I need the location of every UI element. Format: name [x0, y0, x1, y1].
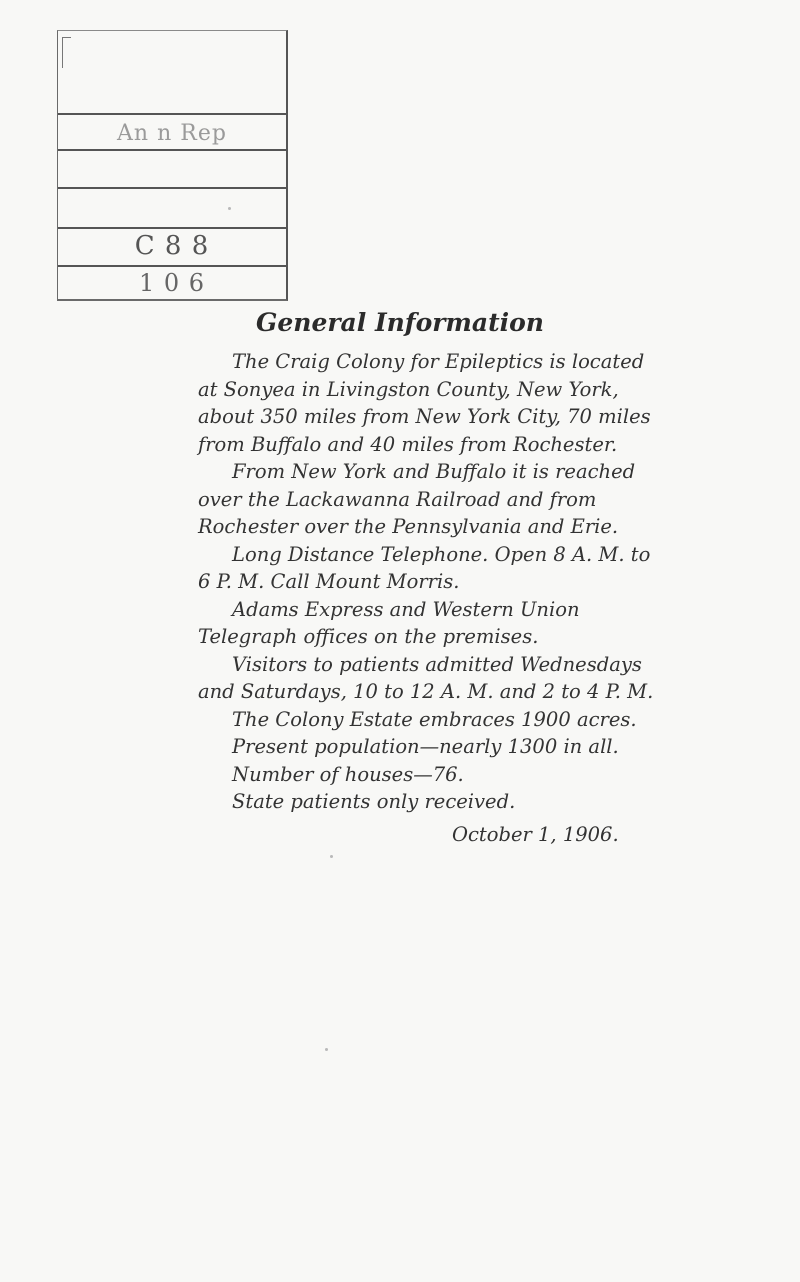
label-rule: [58, 187, 286, 189]
paper-speck: [325, 1048, 328, 1051]
document-date: October 1, 1906.: [452, 823, 619, 846]
paper-speck: [228, 207, 231, 210]
paragraph-express: Adams Express and Western Union Telegraph offices on the premises.: [198, 597, 580, 648]
paragraph-houses: Number of houses—76.: [232, 762, 464, 786]
paragraph-telephone: Long Distance Telephone. Open 8 A. M. to 6 P. M. Call Mount Morris.: [198, 542, 651, 593]
paragraph-visitors: Visitors to patients admitted Wednesdays and Saturdays, 10 to 12 A. M. and 2 to 4 P. M.: [198, 652, 654, 703]
paragraph-population: Present population—nearly 1300 in all.: [232, 735, 619, 758]
paragraph-estate: The Colony Estate embraces 1900 acres.: [232, 707, 637, 731]
label-corner-mark: [62, 37, 71, 68]
paper-speck: [330, 855, 333, 858]
library-call-number-label: [57, 30, 288, 301]
paragraph-railroad: From New York and Buffalo it is reached over the Lackawanna Railroad and from Rochester over the Pennsylvania and Erie.: [198, 460, 636, 538]
label-line-1: An n Rep: [117, 121, 227, 146]
label-rule: [58, 265, 286, 267]
label-rule: [58, 149, 286, 151]
paragraph-location: The Craig Colony for Epileptics is located at Sonyea in Livingston County, New York, about 350 miles from New York City, 70 miles from Buffalo and 40 miles from Rochester.: [198, 350, 651, 456]
label-line-4: C 8 8: [134, 231, 210, 261]
label-rule: [58, 113, 286, 115]
label-line-5: 1 0 6: [138, 269, 206, 297]
paragraph-patients: State patients only received.: [232, 790, 516, 813]
label-rule: [58, 227, 286, 229]
page-heading: General Information: [256, 308, 544, 337]
body-text: [198, 348, 668, 816]
